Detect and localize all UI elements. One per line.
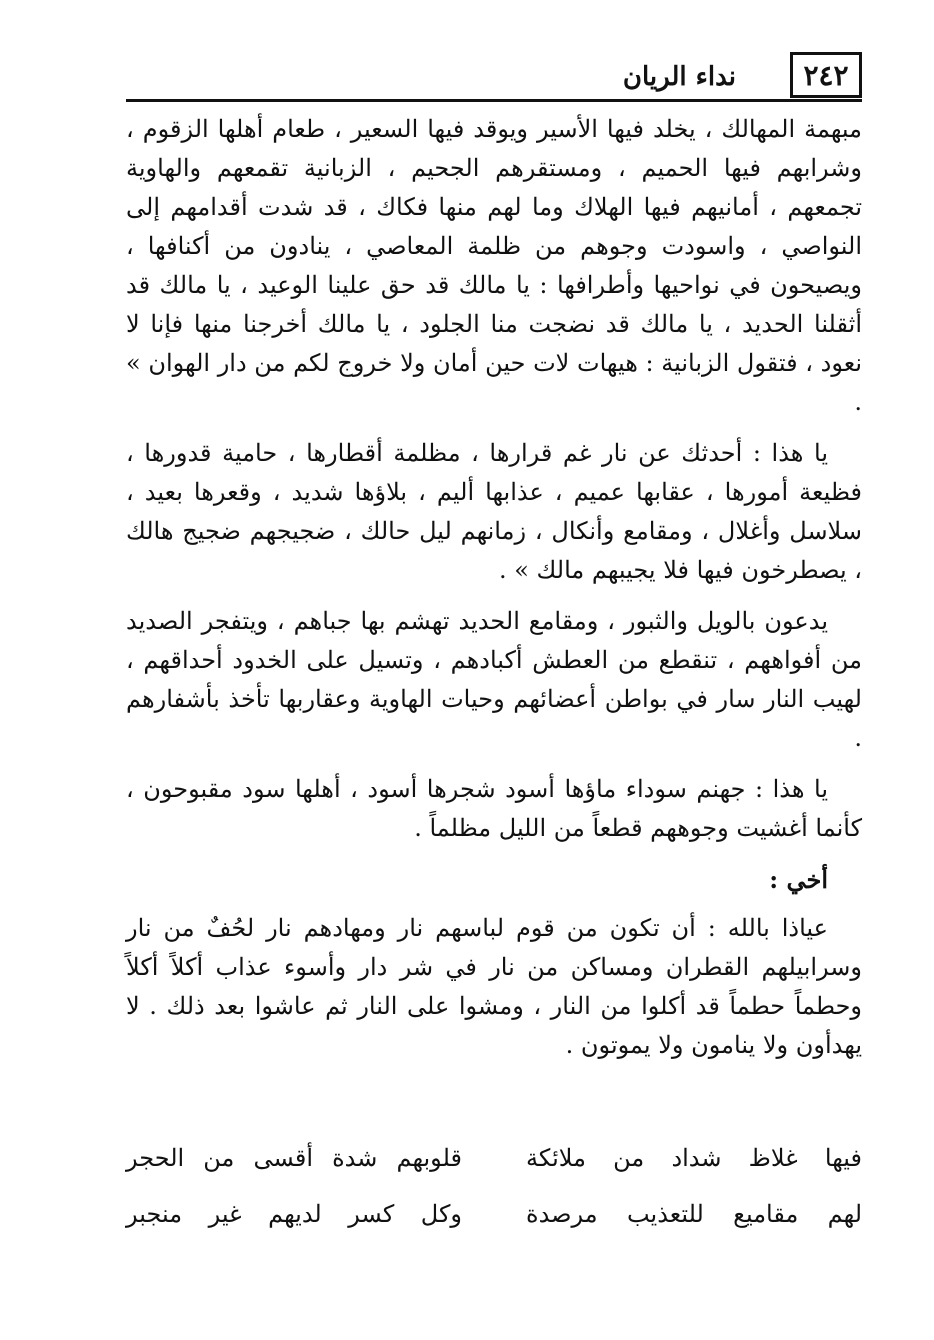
section-label: أخي : — [769, 865, 828, 894]
paragraph-3: يدعون بالويل والثبور ، ومقامع الحديد تهشم بها جباهم ، ويتفجر الصديد من أفواههم ، تنقطع من العطش أكبادهم ، وتسيل على الخدود أحداقهم ، لهيب النار سار في بواطن أعضائهم وحيات الهاوية وعقاربها تأخذ بأشفارهم . — [126, 607, 862, 752]
verse-1-first-hemistich: فيها غلاظ شداد من ملائكة — [526, 1144, 862, 1172]
poem-verses — [126, 1130, 862, 1242]
verse-line-2 — [126, 1186, 862, 1242]
closing-paragraph: عياذا بالله : أن تكون من قوم لباسهم نار ومهادهم نار لحُفٌ من نار وسرابيلهم القطران ومساكن من نار في شر دار وأسوء عذاب أكلاً أكلاً وحطماً حطماً قد أكلوا من النار ، ومشوا على النار ثم عاشوا بعد ذلك . لا يهدأون ولا ينامون ولا يموتون . — [126, 914, 862, 1059]
paragraph-1: مبهمة المهالك ، يخلد فيها الأسير ويوقد فيها السعير ، طعام أهلها الزقوم ، وشرابهم فيها الحميم ، ومستقرهم الجحيم ، الزبانية تقمعهم والهاوية تجمعهم ، أمانيهم فيها الهلاك وما لهم منها فكاك ، قد شدت أقدامهم إلى النواصي ، واسودت وجوهم من ظلمة المعاصي ، ينادون من أكنافها ، ويصيحون في نواحيها وأطرافها : يا مالك قد حق علينا الوعيد ، يا مالك قد أثقلنا الحديد ، يا مالك قد نضجت منا الجلود ، يا مالك أخرجنا منها فإنا لا نعود ، فتقول الزبانية : هيهات لات حين أمان ولا خروج لكم من دار الهوان » . — [126, 115, 863, 416]
paragraph-2: يا هذا : أحدثك عن نار غم قرارها ، مظلمة أقطارها ، حامية قدورها ، فظيعة أمورها ، عقابها عميم ، عذابها أليم ، بلاؤها شديد ، وقعرها بعيد ، سلاسل وأغلال ، ومقامع وأنكال ، زمانهم ليل حالك ، ضجيجهم ضجيج هالك ، يصطرخون فيها فلا يجيبهم مالك » . — [126, 439, 862, 584]
verse-2-second-hemistich: وكل كسر لديهم غير منجبر — [126, 1200, 462, 1228]
verse-line-1 — [126, 1130, 862, 1186]
main-text — [126, 110, 862, 1065]
verse-1-second-hemistich: قلوبهم شدة أقسى من الحجر — [126, 1144, 462, 1172]
running-title: نداء الريان — [622, 62, 736, 92]
verse-2-first-hemistich: لهم مقاميع للتعذيب مرصدة — [526, 1200, 862, 1228]
header-rule — [126, 99, 862, 102]
paragraph-4: يا هذا : جهنم سوداء ماؤها أسود شجرها أسود ، أهلها سود مقبوحون ، كأنما أغشيت وجوههم قطعاً من الليل مظلماً . — [126, 775, 862, 842]
page-number: ٢٤٢ — [790, 52, 862, 98]
